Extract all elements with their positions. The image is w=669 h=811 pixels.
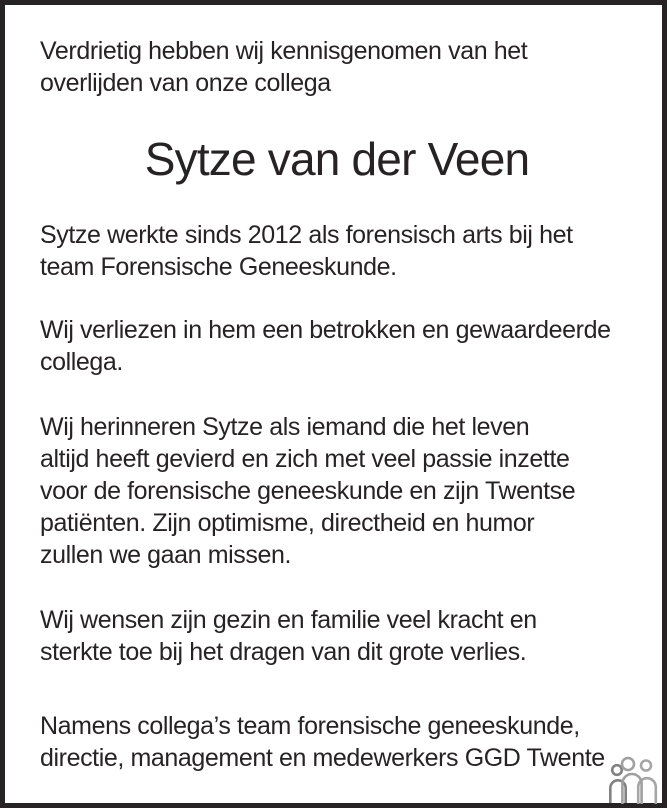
paragraph-memory bbox=[40, 411, 634, 571]
paragraph-employment bbox=[40, 219, 634, 283]
text-line: patiënten. Zijn optimisme, directheid en humor bbox=[40, 509, 535, 537]
intro-text bbox=[40, 35, 634, 99]
paragraph-signature bbox=[40, 710, 634, 774]
obituary-content bbox=[5, 5, 662, 774]
intro-line-2: overlijden van onze collega bbox=[40, 69, 331, 97]
text-line: collega. bbox=[40, 348, 123, 376]
text-line: Wij wensen zijn gezin en familie veel kracht en bbox=[40, 606, 537, 634]
text-line: directie, management en medewerkers GGD Twente bbox=[40, 744, 605, 772]
text-line: Wij herinneren Sytze als iemand die het leven bbox=[40, 413, 530, 441]
text-line: Namens collega’s team forensische geneeskunde, bbox=[40, 712, 580, 740]
text-line: Sytze werkte sinds 2012 als forensisch arts bij het bbox=[40, 221, 573, 249]
text-line: voor de forensische geneeskunde en zijn Twentse bbox=[40, 477, 576, 505]
text-line: sterkte toe bij het dragen van dit grote verlies. bbox=[40, 638, 527, 666]
paragraph-condolence bbox=[40, 604, 634, 668]
intro-line-1: Verdrietig hebben wij kennisgenomen van het bbox=[40, 37, 528, 65]
paragraph-loss bbox=[40, 314, 634, 378]
text-line: Wij verliezen in hem een betrokken en gewaardeerde bbox=[40, 316, 611, 344]
deceased-name: Sytze van der Veen bbox=[144, 133, 530, 185]
ggd-twente-logo-icon bbox=[607, 753, 663, 806]
text-line: zullen we gaan missen. bbox=[40, 541, 292, 569]
text-line: team Forensische Geneeskunde. bbox=[40, 253, 397, 281]
text-line: altijd heeft gevierd en zich met veel passie inzette bbox=[40, 445, 570, 473]
